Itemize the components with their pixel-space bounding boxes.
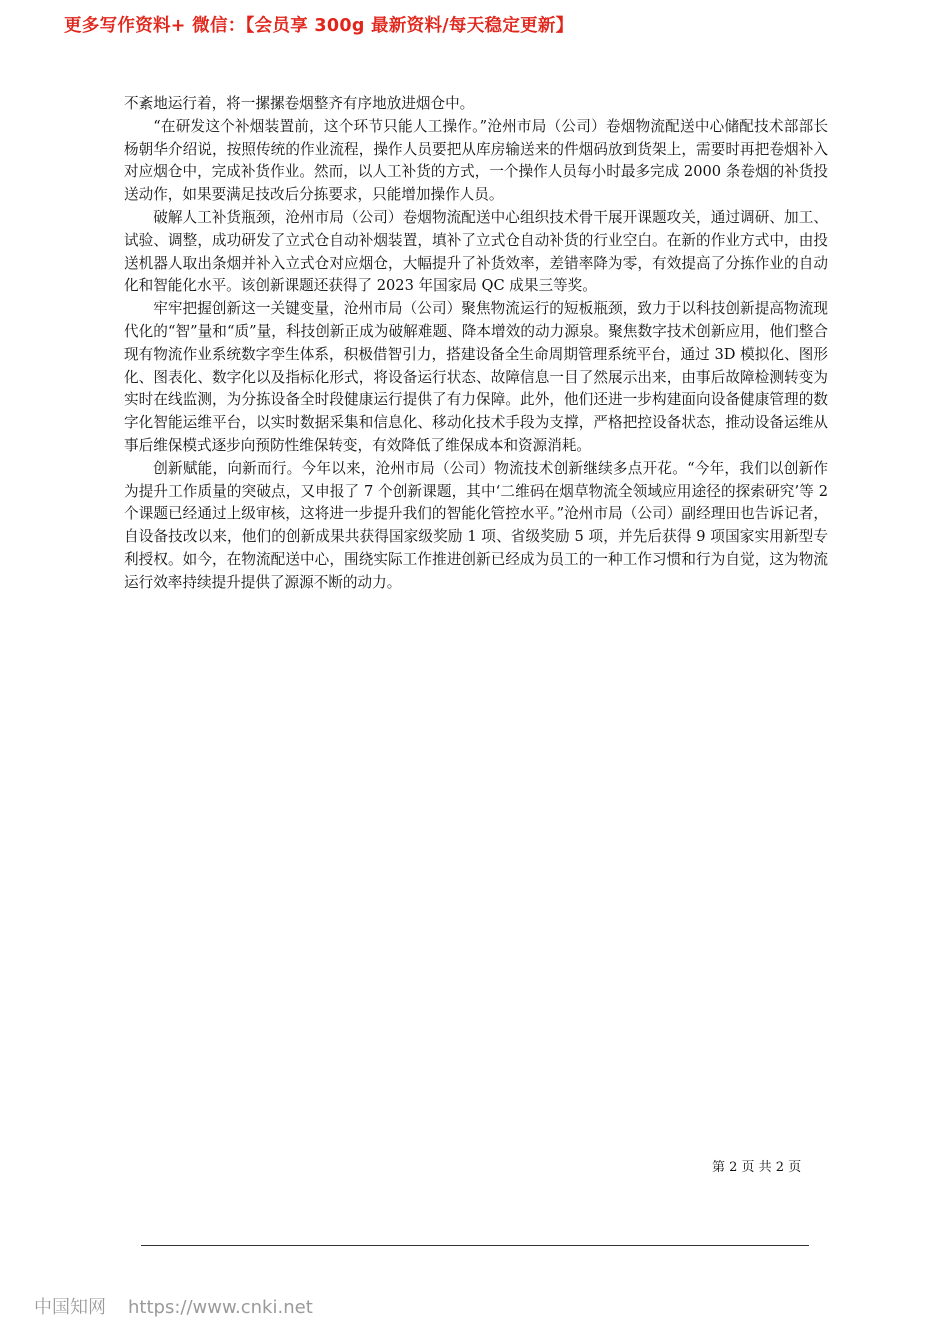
- paragraph: “在研发这个补烟装置前，这个环节只能人工操作。”沧州市局（公司）卷烟物流配送中心储配技术部部长杨朝华介绍说，按照传统的作业流程，操作人员要把从库房输送来的件烟码放到货架上，需要时再把卷烟补入对应烟仓中，完成补货作业。然而，以人工补货的方式，一个操作人员每小时最多完成 2000 条卷烟的补货投送动作，如果要满足技改后分拣要求，只能增加操作人员。: [124, 117, 828, 204]
- footer-divider: [141, 1245, 809, 1246]
- cnki-watermark: [34, 1293, 313, 1319]
- watermark-site-name: 中国知网: [34, 1297, 106, 1318]
- promo-banner: 更多写作资料+ 微信：【会员享 300g 最新资料/每天稳定更新】: [64, 16, 574, 36]
- paragraph-continuation: 不紊地运行着，将一摞摞卷烟整齐有序地放进烟仓中。: [124, 95, 475, 112]
- paragraph: 破解人工补货瓶颈，沧州市局（公司）卷烟物流配送中心组织技术骨干展开课题攻关，通过调研、加工、试验、调整，成功研发了立式仓自动补烟装置，填补了立式仓自动补货的行业空白。在新的作业方式中，由投送机器人取出条烟并补入立式仓对应烟仓，大幅提升了补货效率，差错率降为零，有效提高了分拣作业的自动化和智能化水平。该创新课题还获得了 2023 年国家局 QC 成果三等奖。: [124, 208, 828, 295]
- watermark-url: https://www.cnki.net: [128, 1297, 313, 1318]
- article-body: [124, 93, 828, 595]
- paragraph: 牢牢把握创新这一关键变量，沧州市局（公司）聚焦物流运行的短板瓶颈，致力于以科技创新提高物流现代化的“智”量和“质”量，科技创新正成为破解难题、降本增效的动力源泉。聚焦数字技术创新应用，他们整合现有物流作业系统数字孪生体系，积极借智引力，搭建设备全生命周期管理系统平台，通过 3D 模拟化、图形化、图表化、数字化以及指标化形式，将设备运行状态、故障信息一目了然展示出来，由事后故障检测转变为实时在线监测，为分拣设备全时段健康运行提供了有力保障。此外，他们还进一步构建面向设备健康管理的数字化智能运维平台，以实时数据采集和信息化、移动化技术手段为支撑，严格把控设备状态，推动设备运维从事后维保模式逐步向预防性维保转变，有效降低了维保成本和资源消耗。: [124, 300, 828, 454]
- page-number: 第 2 页 共 2 页: [712, 1160, 802, 1175]
- paragraph: 创新赋能，向新而行。今年以来，沧州市局（公司）物流技术创新继续多点开花。“今年，我们以创新作为提升工作质量的突破点，又申报了 7 个创新课题，其中‘二维码在烟草物流全领域应用途径的探索研究’等 2 个课题已经通过上级审核，这将进一步提升我们的智能化管控水平。”沧州市局（公司）副经理田也告诉记者，自设备技改以来，他们的创新成果共获得国家级奖励 1 项、省级奖励 5 项，并先后获得 9 项国家实用新型专利授权。如今，在物流配送中心，围绕实际工作推进创新已经成为员工的一种工作习惯和行为自觉，这为物流运行效率持续提升提供了源源不断的动力。: [124, 459, 828, 591]
